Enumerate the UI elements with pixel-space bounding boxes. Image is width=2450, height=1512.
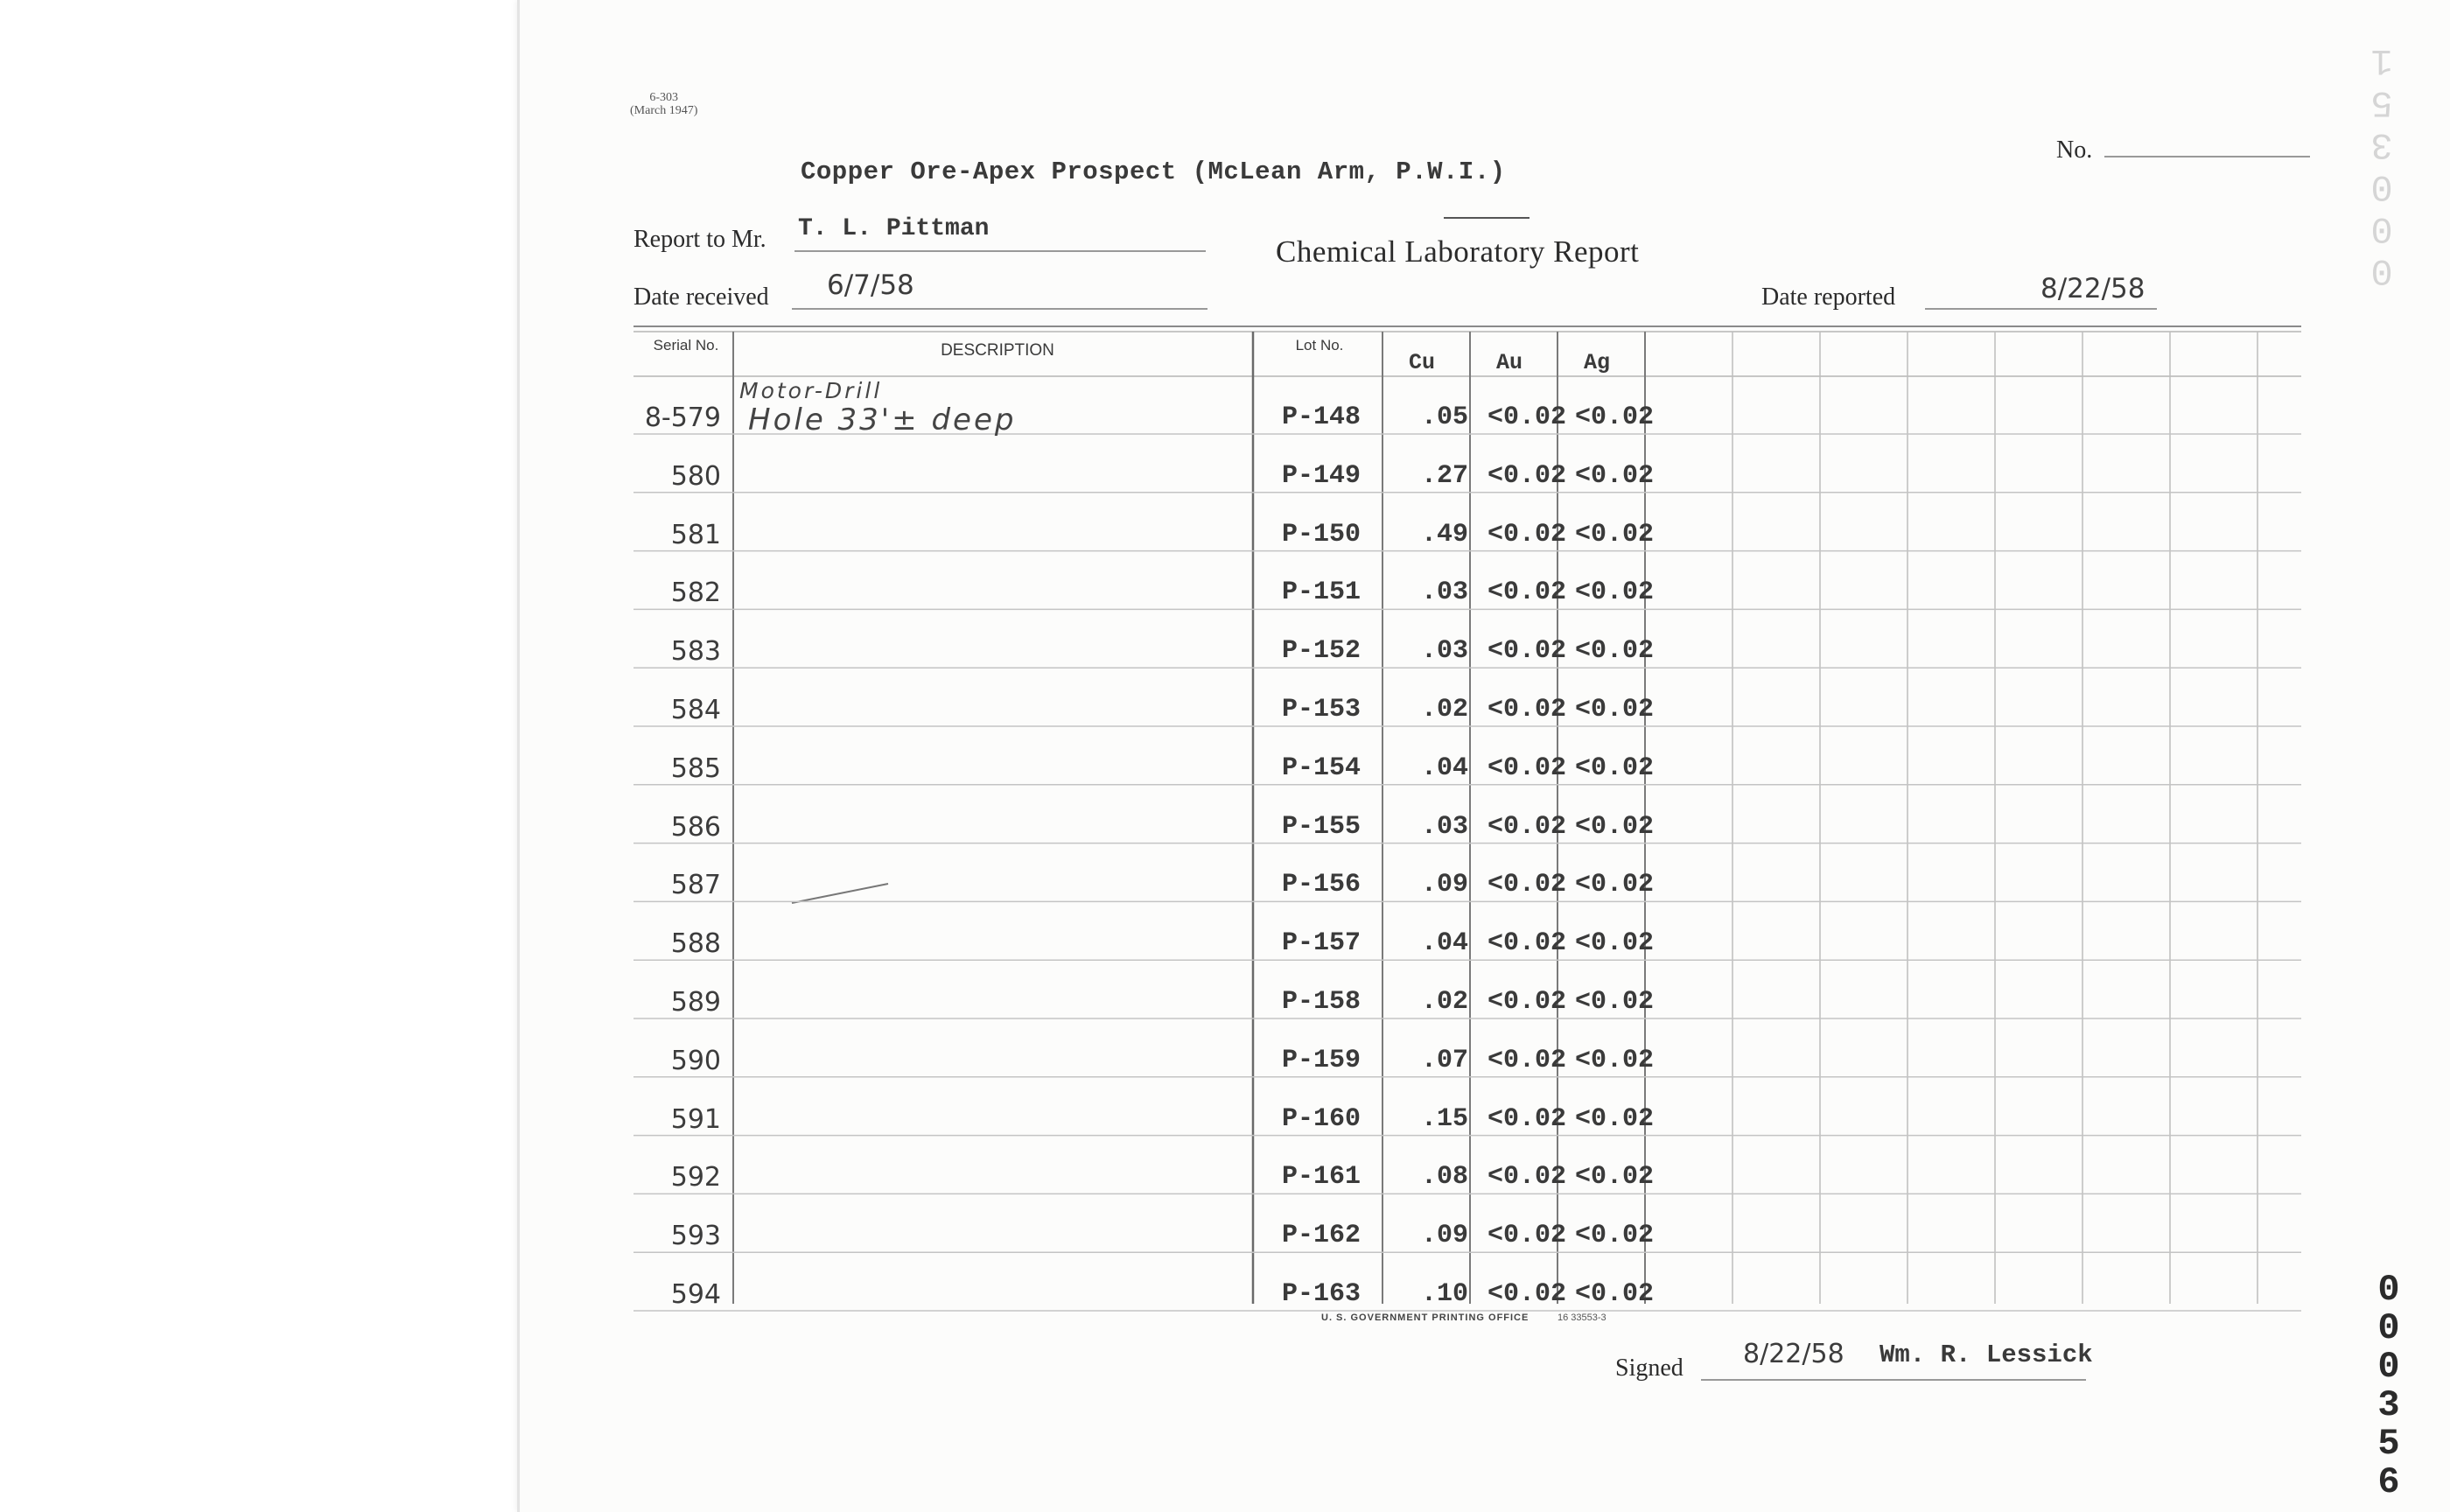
- cell-cu: .09: [1420, 870, 1468, 900]
- cell-au: <0.02: [1488, 695, 1567, 724]
- signed-line: [1701, 1379, 2086, 1381]
- signed-label: Signed: [1615, 1354, 1684, 1382]
- cell-cu: .04: [1420, 752, 1468, 783]
- cell-serial: 583: [670, 636, 721, 668]
- cell-au: <0.02: [1488, 1162, 1567, 1193]
- cell-lot: P-155: [1281, 811, 1361, 842]
- cell-cu: .05: [1420, 402, 1468, 432]
- date-received-value: 6/7/58: [827, 270, 914, 301]
- report-title: Chemical Laboratory Report: [1276, 234, 1640, 269]
- cell-serial: 591: [670, 1103, 721, 1135]
- cell-serial: 8-579: [644, 402, 721, 433]
- cell-lot: P-154: [1281, 752, 1361, 783]
- cell-serial: 588: [670, 928, 721, 960]
- cell-cu: .15: [1420, 1103, 1468, 1134]
- header-ag: Ag: [1584, 350, 1611, 375]
- cell-ag: <0.02: [1575, 870, 1655, 900]
- cell-cu: .49: [1420, 519, 1468, 550]
- cell-au: <0.02: [1488, 460, 1567, 491]
- cell-au: <0.02: [1488, 811, 1567, 842]
- cell-lot: P-151: [1281, 578, 1361, 608]
- description-note-line-2: Hole 33'± deep: [748, 402, 1017, 438]
- header-serial: Serial No.: [653, 337, 719, 354]
- cell-lot: P-148: [1281, 402, 1361, 432]
- cell-au: <0.02: [1488, 752, 1567, 783]
- header-cu: Cu: [1409, 350, 1436, 375]
- date-reported-label: Date reported: [1761, 284, 1896, 311]
- date-reported-value: 8/22/58: [2040, 273, 2146, 304]
- cell-ag: <0.02: [1575, 1103, 1655, 1134]
- cell-ag: <0.02: [1575, 1162, 1655, 1193]
- cell-cu: .02: [1420, 987, 1468, 1017]
- signed-date: 8/22/58: [1743, 1339, 1844, 1369]
- header-lot: Lot No.: [1295, 337, 1344, 354]
- cell-ag: <0.02: [1575, 402, 1655, 432]
- cell-ag: <0.02: [1575, 578, 1655, 608]
- cell-au: <0.02: [1488, 578, 1567, 608]
- cell-serial: 586: [670, 811, 721, 843]
- cell-serial: 581: [670, 519, 721, 550]
- cell-au: <0.02: [1488, 519, 1567, 550]
- cell-ag: <0.02: [1575, 987, 1655, 1017]
- cell-serial: 580: [670, 460, 721, 492]
- cell-ag: <0.02: [1575, 460, 1655, 491]
- cell-cu: .02: [1420, 695, 1468, 724]
- cell-serial: 589: [670, 987, 721, 1018]
- cell-ag: <0.02: [1575, 519, 1655, 550]
- form-number-code: 6-303: [649, 91, 679, 104]
- cell-cu: .27: [1420, 460, 1468, 491]
- cell-au: <0.02: [1488, 1103, 1567, 1134]
- cell-au: <0.02: [1488, 636, 1567, 667]
- header-description: DESCRIPTION: [941, 341, 1054, 360]
- cell-ag: <0.02: [1575, 811, 1655, 842]
- cell-serial: 584: [670, 695, 721, 725]
- project-title: Copper Ore-Apex Prospect (McLean Arm, P.W.I.): [801, 158, 1506, 186]
- cell-serial: 590: [670, 1045, 721, 1076]
- cell-au: <0.02: [1488, 870, 1567, 900]
- report-to-value: T. L. Pittman: [798, 215, 990, 242]
- cell-ag: <0.02: [1575, 752, 1655, 783]
- printer-imprint: U. S. GOVERNMENT PRINTING OFFICE: [1321, 1312, 1530, 1323]
- cell-lot: P-156: [1281, 870, 1361, 900]
- cell-ag: <0.02: [1575, 636, 1655, 667]
- cell-lot: P-158: [1281, 987, 1361, 1017]
- archive-stamp-top-text: 000351: [2361, 39, 2403, 291]
- cell-lot: P-159: [1281, 1045, 1361, 1075]
- cell-lot: P-161: [1281, 1162, 1361, 1193]
- cell-lot: P-160: [1281, 1103, 1361, 1134]
- cell-au: <0.02: [1488, 402, 1567, 432]
- cell-serial: 593: [670, 1221, 721, 1252]
- signed-name: Wm. R. Lessick: [1880, 1340, 2093, 1369]
- cell-au: <0.02: [1488, 1279, 1567, 1309]
- cell-lot: P-152: [1281, 636, 1361, 667]
- cell-ag: <0.02: [1575, 695, 1655, 724]
- cell-lot: P-150: [1281, 519, 1361, 550]
- cell-cu: .03: [1420, 578, 1468, 608]
- cell-lot: P-163: [1281, 1279, 1361, 1309]
- cell-cu: .09: [1420, 1221, 1468, 1251]
- cell-lot: P-149: [1281, 460, 1361, 491]
- archive-stamp-bottom-text: 000356: [2368, 1269, 2410, 1500]
- cell-cu: .08: [1420, 1162, 1468, 1193]
- description-note-line-1: Motor-Drill: [739, 378, 883, 403]
- form-edition: (March 1947): [630, 104, 698, 117]
- archive-stamp-top: [2360, 32, 2404, 291]
- header-au: Au: [1496, 350, 1523, 375]
- printer-code: 16 33553-3: [1558, 1312, 1606, 1323]
- date-received-label: Date received: [634, 284, 769, 311]
- cell-ag: <0.02: [1575, 928, 1655, 959]
- cell-cu: .10: [1420, 1279, 1468, 1309]
- cell-serial: 582: [670, 578, 721, 609]
- cell-serial: 594: [670, 1279, 721, 1310]
- stray-pen-mark: [792, 884, 888, 903]
- cell-lot: P-153: [1281, 695, 1361, 724]
- cell-lot: P-162: [1281, 1221, 1361, 1251]
- archive-stamp-bottom: [2368, 1269, 2412, 1511]
- cell-au: <0.02: [1488, 1221, 1567, 1251]
- cell-cu: .03: [1420, 636, 1468, 667]
- cell-au: <0.02: [1488, 928, 1567, 959]
- cell-serial: 587: [670, 870, 721, 901]
- cell-cu: .04: [1420, 928, 1468, 959]
- cell-ag: <0.02: [1575, 1045, 1655, 1075]
- cell-au: <0.02: [1488, 1045, 1567, 1075]
- cell-serial: 585: [670, 752, 721, 784]
- cell-ag: <0.02: [1575, 1279, 1655, 1309]
- cell-cu: .07: [1420, 1045, 1468, 1075]
- no-label: No.: [2056, 136, 2093, 164]
- cell-au: <0.02: [1488, 987, 1567, 1017]
- report-to-label: Report to Mr.: [634, 226, 766, 253]
- cell-cu: .03: [1420, 811, 1468, 842]
- cell-serial: 592: [670, 1162, 721, 1194]
- cell-ag: <0.02: [1575, 1221, 1655, 1251]
- cell-lot: P-157: [1281, 928, 1361, 959]
